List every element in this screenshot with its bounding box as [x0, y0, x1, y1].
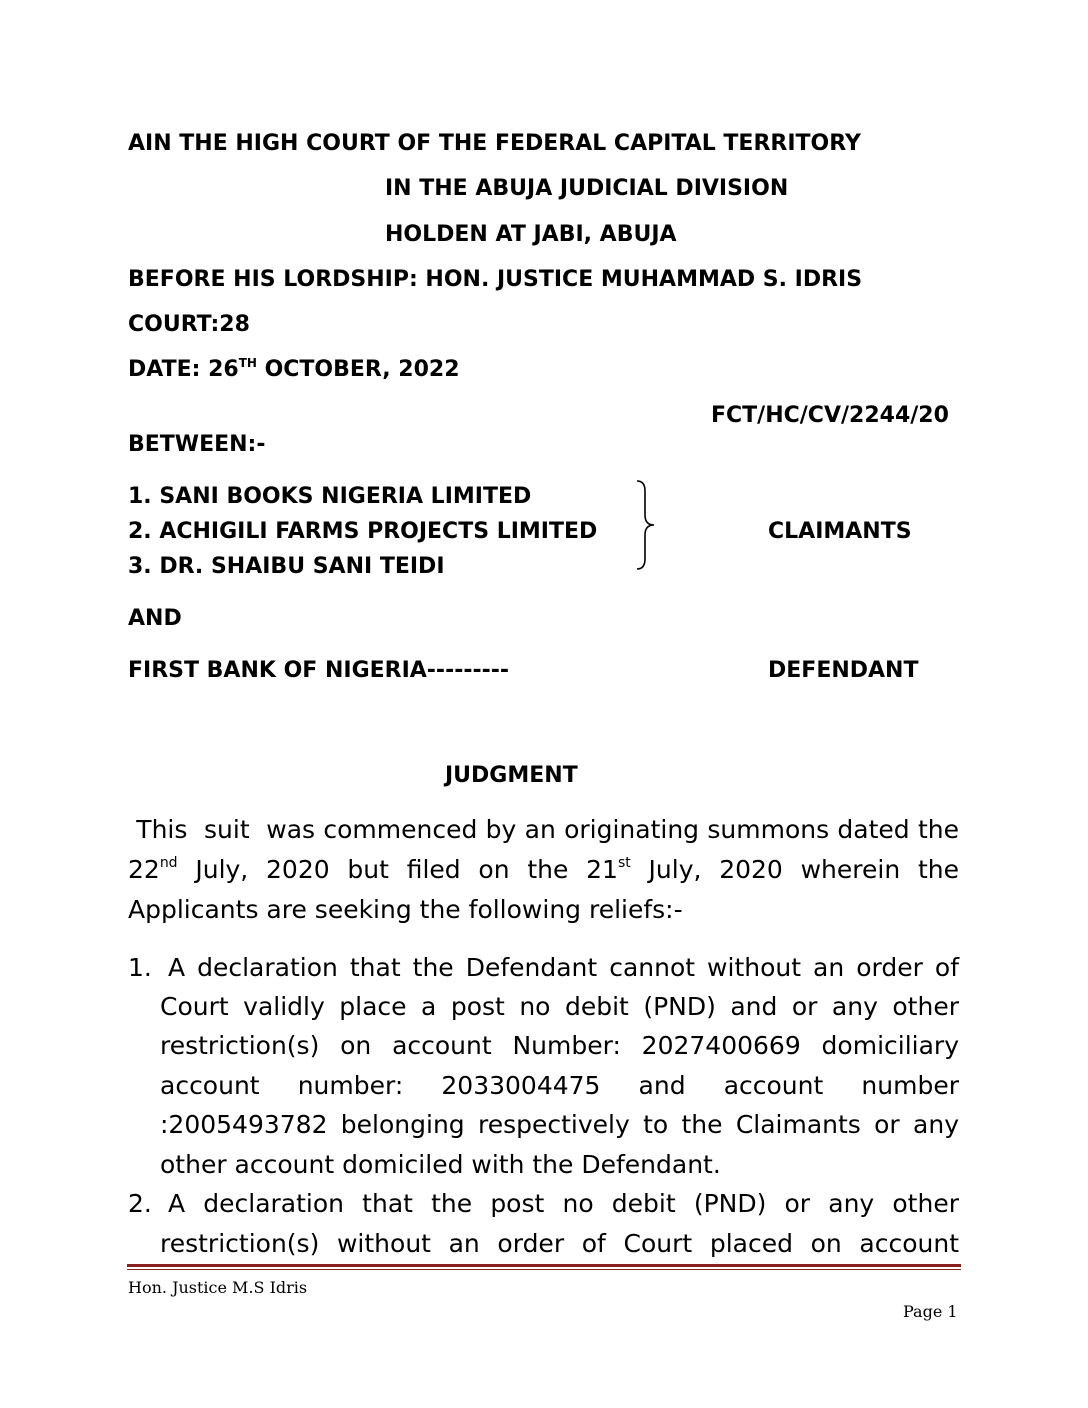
claimant-1: 1. SANI BOOKS NIGERIA LIMITED [128, 484, 532, 509]
date-line [128, 356, 460, 382]
and-label: AND [128, 606, 182, 631]
intro-sup-2: st [617, 855, 631, 871]
relief-1-line-3: restriction(s) on account Number: 2027400669 domiciliary [160, 1031, 959, 1060]
intro-end: July, 2020 wherein the [630, 855, 959, 884]
date-superscript: TH [238, 356, 257, 370]
intro-sup-1: nd [159, 855, 178, 871]
relief-2-number: 2. [128, 1189, 152, 1218]
curly-brace-icon [634, 478, 658, 572]
claimant-3: 3. DR. SHAIBU SANI TEIDI [128, 554, 445, 579]
relief-1-line-1: A declaration that the Defendant cannot without an order of [168, 953, 959, 982]
relief-1-number: 1. [128, 953, 152, 982]
judgment-title: JUDGMENT [445, 763, 578, 788]
relief-1-line-2: Court validly place a post no debit (PND) and or any other [160, 992, 959, 1021]
date-prefix: DATE: 26 [128, 357, 239, 382]
suit-number: FCT/HC/CV/2244/20 [711, 403, 949, 428]
intro-middle: July, 2020 but filed on the 21 [177, 855, 618, 884]
date-rest: OCTOBER, 2022 [256, 357, 460, 382]
claimant-2: 2. ACHIGILI FARMS PROJECTS LIMITED [128, 519, 598, 544]
footer-rule-thin [127, 1269, 961, 1270]
intro-line-3: Applicants are seeking the following reliefs:- [128, 895, 683, 924]
footer-author: Hon. Justice M.S Idris [128, 1278, 308, 1297]
judge-line: BEFORE HIS LORDSHIP: HON. JUSTICE MUHAMMAD S. IDRIS [128, 267, 863, 292]
between-label: BETWEEN:- [128, 432, 266, 457]
intro-line-1: This suit was commenced by an originating summons dated the [128, 815, 959, 844]
claimants-label: CLAIMANTS [768, 519, 912, 544]
holden-line: HOLDEN AT JABI, ABUJA [385, 222, 677, 247]
relief-1-line-5: :2005493782 belonging respectively to the Claimants or any [160, 1110, 959, 1139]
court-number: COURT:28 [128, 312, 250, 337]
defendant-label: DEFENDANT [768, 658, 919, 683]
court-title: AIN THE HIGH COURT OF THE FEDERAL CAPITAL TERRITORY [128, 131, 861, 156]
intro-line-2 [128, 857, 959, 882]
division-line: IN THE ABUJA JUDICIAL DIVISION [385, 176, 789, 201]
defendant-name: FIRST BANK OF NIGERIA--------- [128, 658, 509, 683]
relief-2-line-2: restriction(s) without an order of Court placed on account [160, 1229, 959, 1258]
intro-date-1: 22 [128, 855, 160, 884]
relief-1-line-6: other account domiciled with the Defendant. [160, 1150, 721, 1179]
relief-1-line-4: account number: 2033004475 and account number [160, 1071, 959, 1100]
relief-2-line-1: A declaration that the post no debit (PND) or any other [168, 1189, 959, 1218]
footer-rule-thick [127, 1264, 961, 1267]
page-number: Page 1 [903, 1302, 958, 1321]
